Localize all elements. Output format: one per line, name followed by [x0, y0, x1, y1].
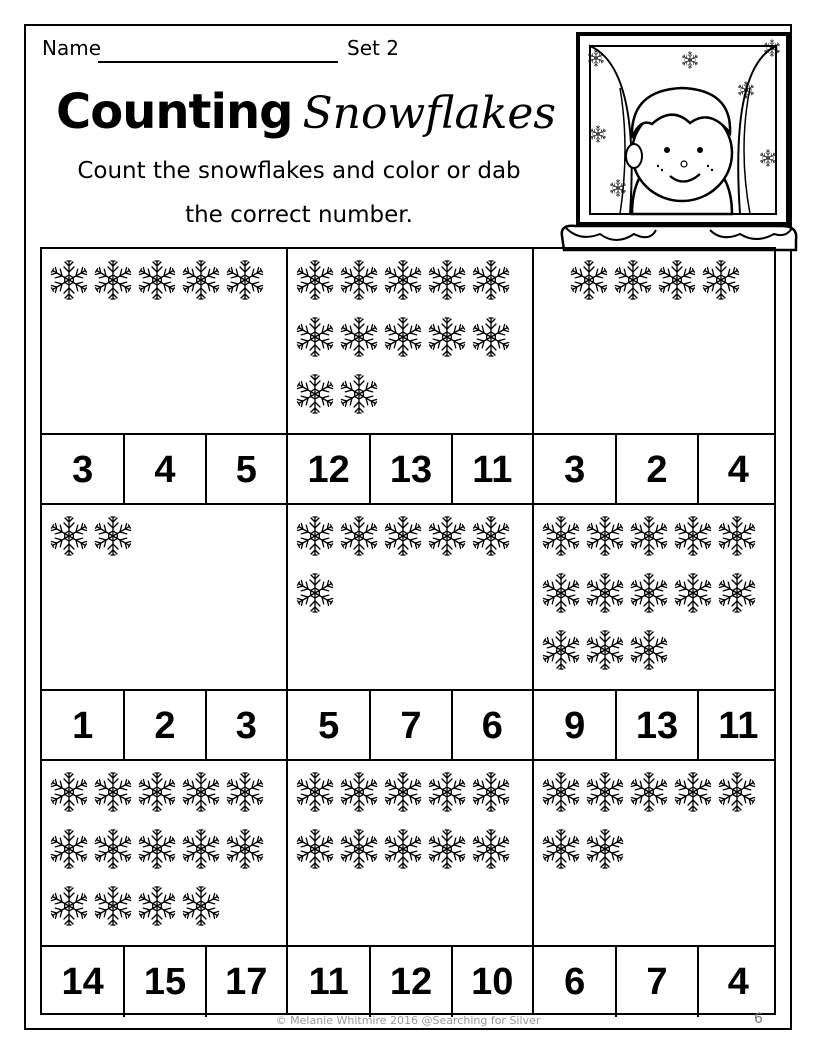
snowflake-icon [424, 826, 470, 872]
boy-window-illustration [560, 28, 800, 260]
snowflake-picture-8 [288, 761, 532, 945]
snowflake-icon [336, 314, 382, 360]
snowflake-icon [626, 513, 672, 559]
page-number: 6 [754, 1011, 763, 1027]
snowflake-icon [698, 257, 744, 303]
snowflake-icon [90, 513, 136, 559]
snowflake-icon [670, 570, 716, 616]
snowflake-icon [538, 826, 584, 872]
number-choice[interactable]: 3 [564, 448, 586, 491]
snowflake-icon [292, 826, 338, 872]
snowflake-icon [468, 769, 514, 815]
snowflake-icon [424, 314, 470, 360]
snowflake-icon [222, 826, 268, 872]
snowflake-icon [714, 570, 760, 616]
instruction-line-2: the correct number. [185, 202, 413, 228]
title-script: Snowflakes [302, 88, 556, 139]
snowflake-icon [626, 570, 672, 616]
snowflake-icon [178, 769, 224, 815]
snowflake-icon [468, 826, 514, 872]
snowflake-icon [46, 826, 92, 872]
snowflake-icon [292, 513, 338, 559]
snowflake-icon [670, 513, 716, 559]
number-choice[interactable]: 1 [72, 704, 94, 747]
number-choice[interactable]: 13 [369, 435, 450, 505]
snowflake-icon [582, 627, 628, 673]
snowflake-picture-7 [42, 761, 286, 945]
number-choice[interactable]: 4 [697, 947, 778, 1017]
snowflake-icon [336, 826, 382, 872]
snowflake-icon [134, 769, 180, 815]
snowflake-icon [380, 314, 426, 360]
number-choice[interactable]: 4 [123, 435, 204, 505]
snowflake-icon [222, 769, 268, 815]
number-choice[interactable]: 12 [307, 448, 350, 491]
snowflake-icon [538, 627, 584, 673]
snowflake-icon [46, 883, 92, 929]
number-choice[interactable]: 15 [123, 947, 204, 1017]
snowflake-icon [336, 371, 382, 417]
snowflake-icon [134, 826, 180, 872]
snowflake-icon [134, 257, 180, 303]
number-choice[interactable]: 7 [369, 691, 450, 761]
snowflake-picture-2 [288, 249, 532, 433]
title-bold: Counting [56, 84, 293, 140]
snowflake-icon [538, 769, 584, 815]
number-choice[interactable]: 3 [205, 691, 286, 761]
snowflake-icon [582, 570, 628, 616]
snowflake-icon [90, 769, 136, 815]
snowflake-picture-3 [534, 249, 778, 433]
snowflake-icon [292, 257, 338, 303]
snowflake-icon [380, 257, 426, 303]
snowflake-icon [90, 883, 136, 929]
instruction-line-1: Count the snowflakes and color or dab [77, 158, 521, 184]
snowflake-picture-4 [42, 505, 286, 689]
page-title [56, 84, 556, 140]
snowflake-icon [582, 826, 628, 872]
snowflake-icon [538, 513, 584, 559]
snowflake-icon [90, 257, 136, 303]
snowflake-picture-5 [288, 505, 532, 689]
number-choice[interactable]: 3 [72, 448, 94, 491]
snowflake-icon [424, 769, 470, 815]
snowflake-icon [292, 314, 338, 360]
snowflake-icon [582, 769, 628, 815]
snowflake-icon [538, 570, 584, 616]
snowflake-icon [178, 257, 224, 303]
snowflake-icon [292, 769, 338, 815]
number-choice[interactable]: 7 [615, 947, 696, 1017]
name-label: Name [42, 36, 102, 60]
snowflake-icon [626, 769, 672, 815]
snowflake-icon [178, 826, 224, 872]
snowflake-icon [582, 513, 628, 559]
snowflake-icon [134, 883, 180, 929]
snowflake-icon [654, 257, 700, 303]
number-choice[interactable]: 2 [123, 691, 204, 761]
number-choice[interactable]: 17 [205, 947, 286, 1017]
number-choice[interactable]: 5 [318, 704, 340, 747]
snowflake-icon [178, 883, 224, 929]
snowflake-icon [626, 627, 672, 673]
snowflake-icon [670, 769, 716, 815]
number-choice[interactable]: 6 [451, 691, 532, 761]
snowflake-icon [46, 513, 92, 559]
snowflake-icon [336, 257, 382, 303]
number-choice[interactable]: 14 [61, 960, 104, 1003]
snowflake-icon [90, 826, 136, 872]
number-choice[interactable]: 13 [615, 691, 696, 761]
number-choice[interactable]: 5 [205, 435, 286, 505]
snowflake-icon [610, 257, 656, 303]
number-choice[interactable]: 11 [308, 960, 349, 1003]
snowflake-picture-9 [534, 761, 778, 945]
snowflake-icon [292, 371, 338, 417]
number-choice[interactable]: 11 [697, 691, 778, 761]
snowflake-picture-1 [42, 249, 286, 433]
snowflake-icon [380, 513, 426, 559]
snowflake-icon [424, 257, 470, 303]
snowflake-icon [468, 314, 514, 360]
snowflake-icon [566, 257, 612, 303]
snowflake-icon [222, 257, 268, 303]
number-choice[interactable]: 9 [564, 704, 586, 747]
number-choice[interactable]: 10 [451, 947, 532, 1017]
snowflake-icon [336, 769, 382, 815]
snowflake-icon [380, 826, 426, 872]
number-choice[interactable]: 2 [615, 435, 696, 505]
number-choice[interactable]: 12 [369, 947, 450, 1017]
snowflake-icon [46, 257, 92, 303]
snowflake-icon [468, 257, 514, 303]
number-choice[interactable]: 6 [564, 960, 586, 1003]
snowflake-picture-6 [534, 505, 778, 689]
number-choice[interactable]: 11 [451, 435, 532, 505]
snowflake-icon [336, 513, 382, 559]
name-write-line[interactable] [98, 61, 338, 63]
snowflake-icon [380, 769, 426, 815]
snowflake-icon [46, 769, 92, 815]
snowflake-icon [714, 769, 760, 815]
worksheet-grid [40, 247, 776, 1015]
set-label: Set 2 [347, 36, 399, 60]
copyright-footer: © Melanie Whitmire 2016 @Searching for Silver [275, 1014, 541, 1027]
snowflake-icon [468, 513, 514, 559]
snowflake-icon [292, 570, 338, 616]
snowflake-icon [424, 513, 470, 559]
snowflake-icon [714, 513, 760, 559]
number-choice[interactable]: 4 [697, 435, 778, 505]
